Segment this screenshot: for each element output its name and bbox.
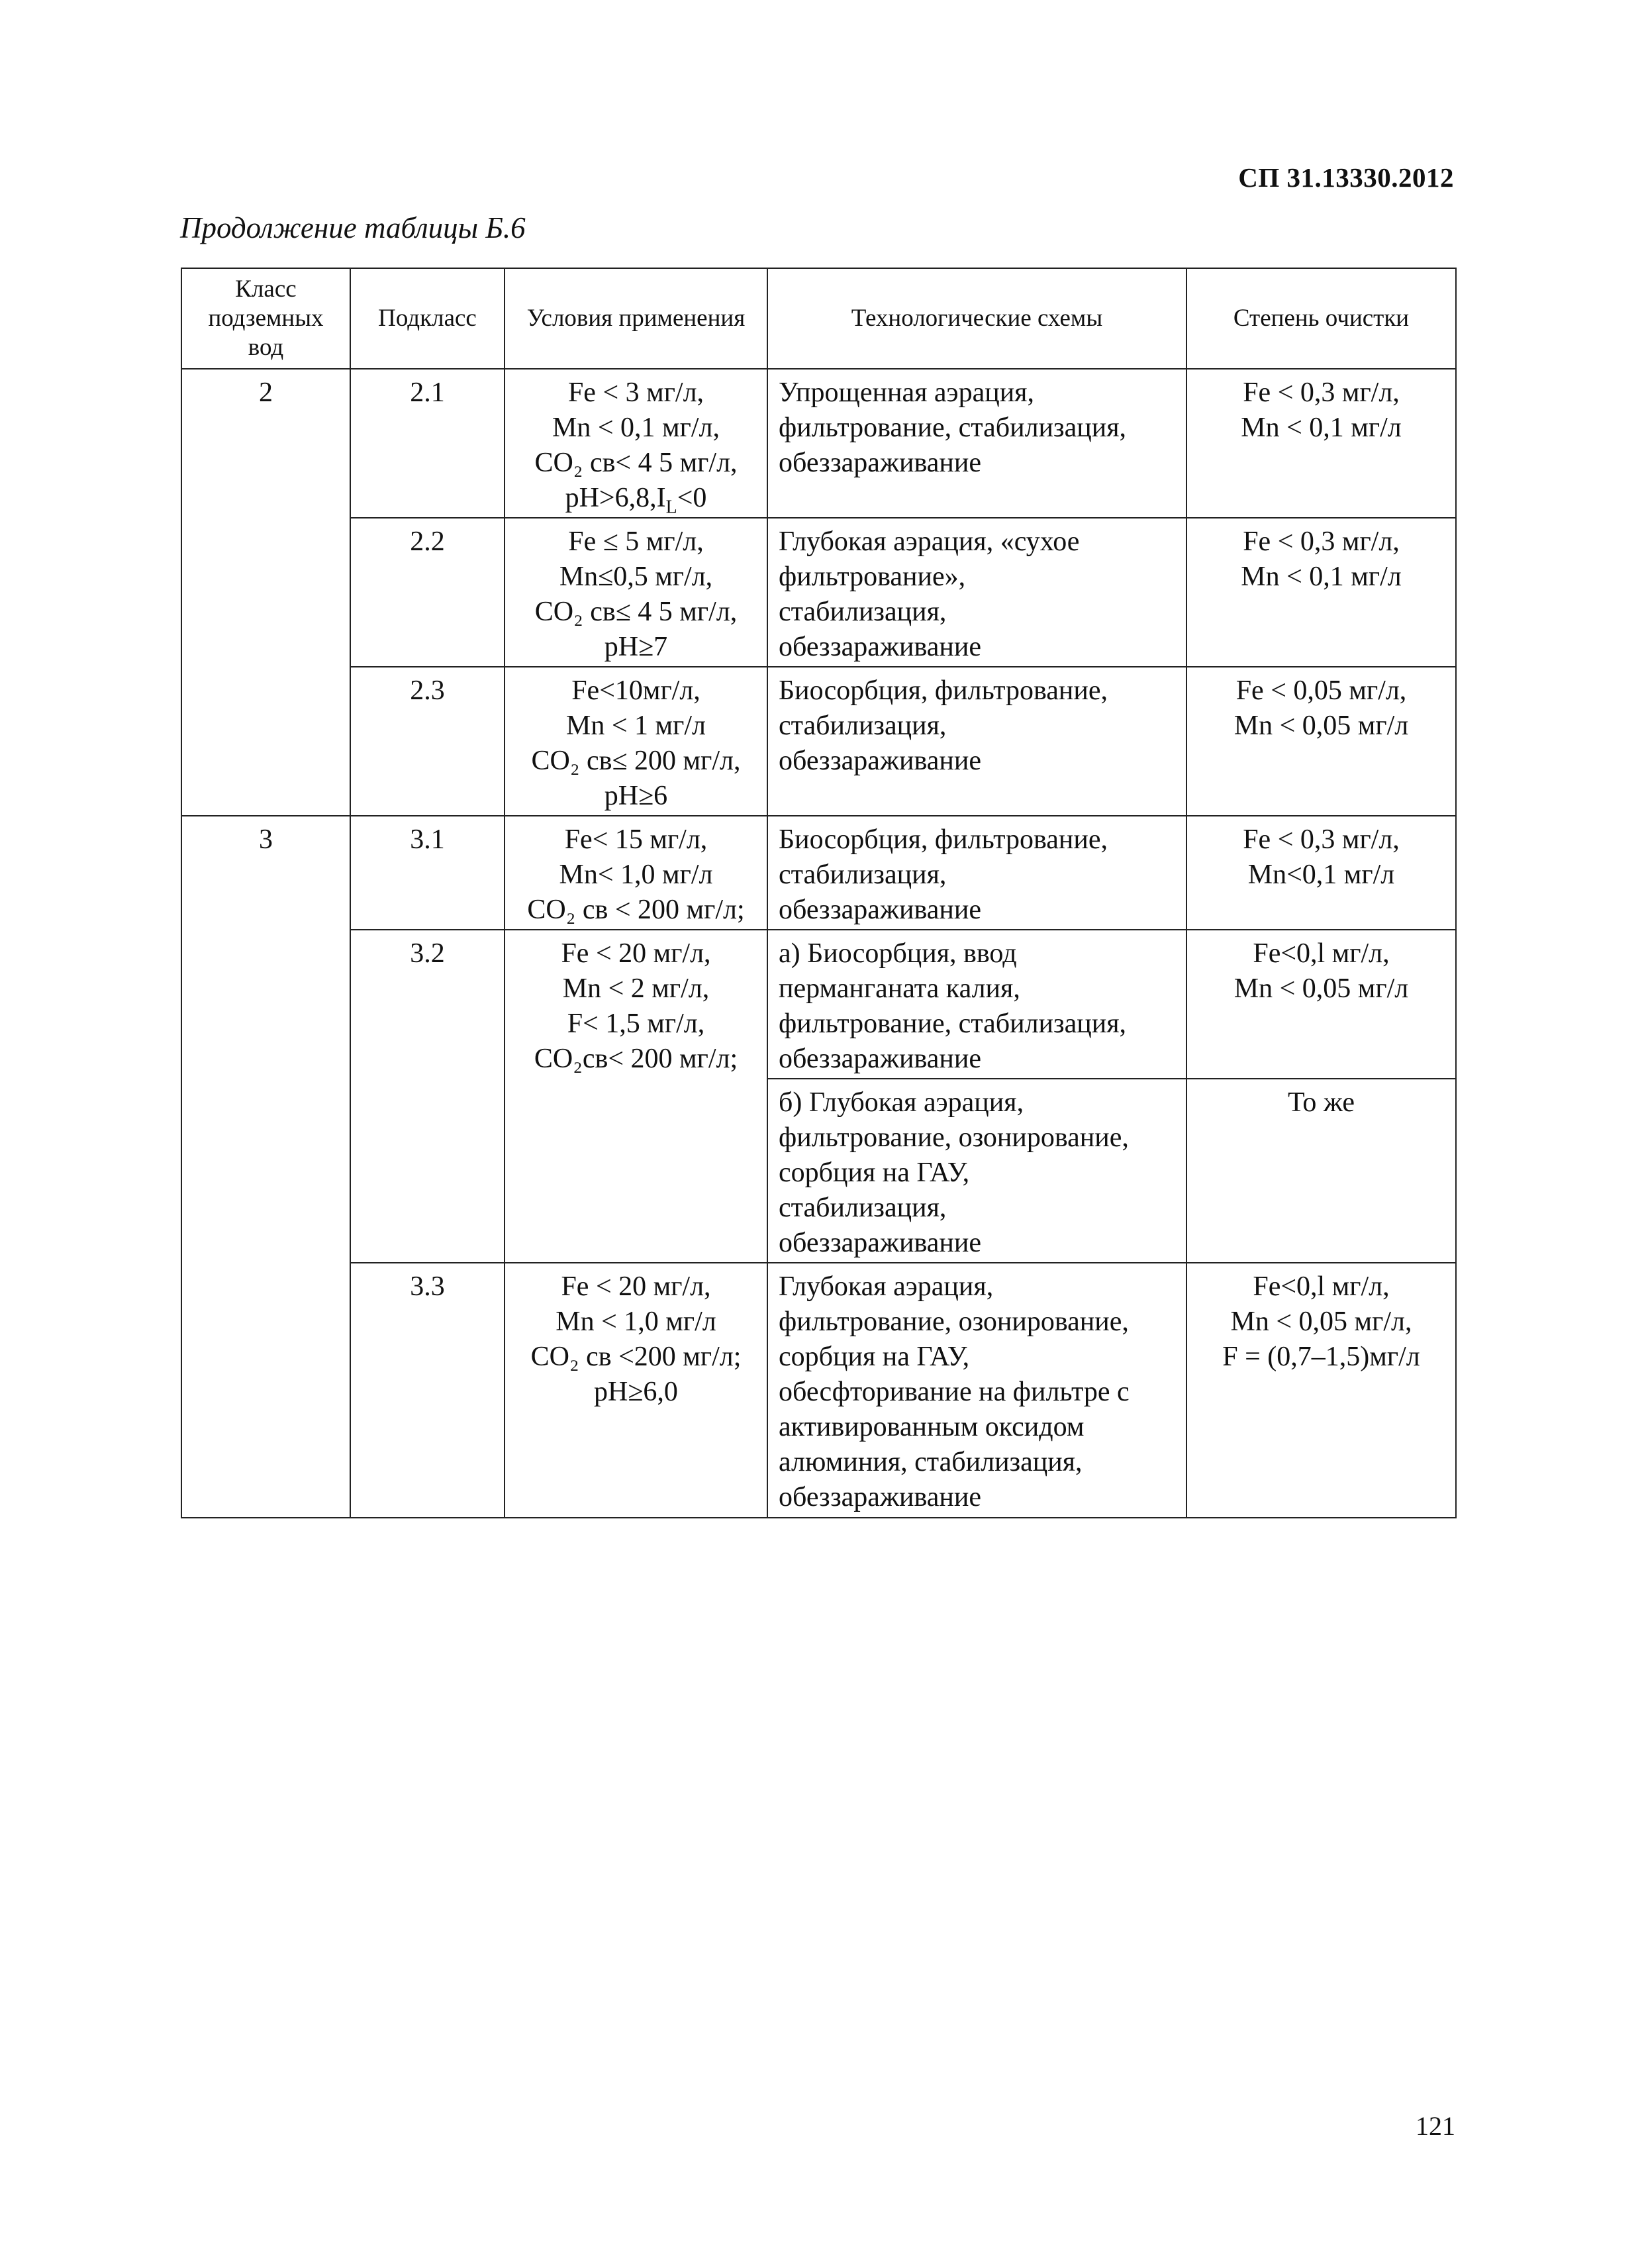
class-cell: 3 xyxy=(181,816,350,1518)
scheme-cell: Биосорбция, фильтрование, стабилизация, обеззараживание xyxy=(767,667,1186,816)
table-row xyxy=(181,369,1456,518)
header-degree: Степень очистки xyxy=(1186,268,1456,369)
table-row xyxy=(181,930,1456,1079)
table-caption: Продолжение таблицы Б.6 xyxy=(180,211,526,244)
conditions-cell: Fe < 3 мг/л, Mn < 0,1 мг/л, CO₂ св< 4 5 мг/л, $pH>6,8,I_L<0$ xyxy=(505,369,767,518)
degree-cell: Fe < 0,05 мг/л, Mn < 0,05 мг/л xyxy=(1186,667,1456,816)
table-row xyxy=(181,518,1456,667)
purification-table xyxy=(181,268,1457,1518)
header-conditions: Условия применения xyxy=(505,268,767,369)
subclass-cell: 3.1 xyxy=(350,816,505,930)
table-header-row xyxy=(181,268,1456,369)
degree-cell: Fe < 0,3 мг/л, Mn < 0,1 мг/л xyxy=(1186,518,1456,667)
subclass-cell: 3.3 xyxy=(350,1263,505,1518)
header-subclass: Подкласс xyxy=(350,268,505,369)
degree-cell: Fe<0,l мг/л, Mn < 0,05 мг/л, F = (0,7–1,5)мг/л xyxy=(1186,1263,1456,1518)
scheme-cell: б) Глубокая аэрация, фильтрование, озонирование, сорбция на ГАУ, стабилизация, обеззараживание xyxy=(767,1079,1186,1263)
scheme-cell: Глубокая аэрация, «сухое фильтрование», стабилизация, обеззараживание xyxy=(767,518,1186,667)
degree-cell: Fe < 0,3 мг/л, Mn<0,1 мг/л xyxy=(1186,816,1456,930)
document-code: СП 31.13330.2012 xyxy=(1238,162,1454,193)
conditions-cell: Fe< 15 мг/л, Mn< 1,0 мг/л CO₂ св < 200 мг/л; xyxy=(505,816,767,930)
scheme-cell: Биосорбция, фильтрование, стабилизация, обеззараживание xyxy=(767,816,1186,930)
degree-cell: Fe<0,l мг/л, Mn < 0,05 мг/л xyxy=(1186,930,1456,1079)
subclass-cell: 2.3 xyxy=(350,667,505,816)
page-number: 121 xyxy=(1416,2111,1455,2141)
scheme-cell: Упрощенная аэрация, фильтрование, стабилизация, обеззараживание xyxy=(767,369,1186,518)
table-row xyxy=(181,816,1456,930)
subclass-cell: 2.2 xyxy=(350,518,505,667)
conditions-cell: Fe < 20 мг/л, Mn < 2 мг/л, F< 1,5 мг/л, CO₂св< 200 мг/л; xyxy=(505,930,767,1263)
scheme-cell: а) Биосорбция, ввод перманганата калия, фильтрование, стабилизация, обеззараживание xyxy=(767,930,1186,1079)
subclass-cell: 3.2 xyxy=(350,930,505,1263)
scheme-cell: Глубокая аэрация, фильтрование, озонирование, сорбция на ГАУ, обесфторивание на фильтре с активированным оксидом алюминия, стабилизация, обеззараживание xyxy=(767,1263,1186,1518)
table-row xyxy=(181,1263,1456,1518)
table-row xyxy=(181,667,1456,816)
header-class: Класс подземных вод xyxy=(181,268,350,369)
conditions-cell: Fe ≤ 5 мг/л, Mn≤0,5 мг/л, CO₂ св≤ 4 5 мг/л, pH≥7 xyxy=(505,518,767,667)
subclass-cell: 2.1 xyxy=(350,369,505,518)
header-schemes: Технологические схемы xyxy=(767,268,1186,369)
conditions-cell: Fe < 20 мг/л, Mn < 1,0 мг/л CO₂ св <200 мг/л; pH≥6,0 xyxy=(505,1263,767,1518)
degree-cell: То же xyxy=(1186,1079,1456,1263)
conditions-cell: Fe<10мг/л, Mn < 1 мг/л CO₂ св≤ 200 мг/л, pH≥6 xyxy=(505,667,767,816)
class-cell: 2 xyxy=(181,369,350,816)
degree-cell: Fe < 0,3 мг/л, Mn < 0,1 мг/л xyxy=(1186,369,1456,518)
